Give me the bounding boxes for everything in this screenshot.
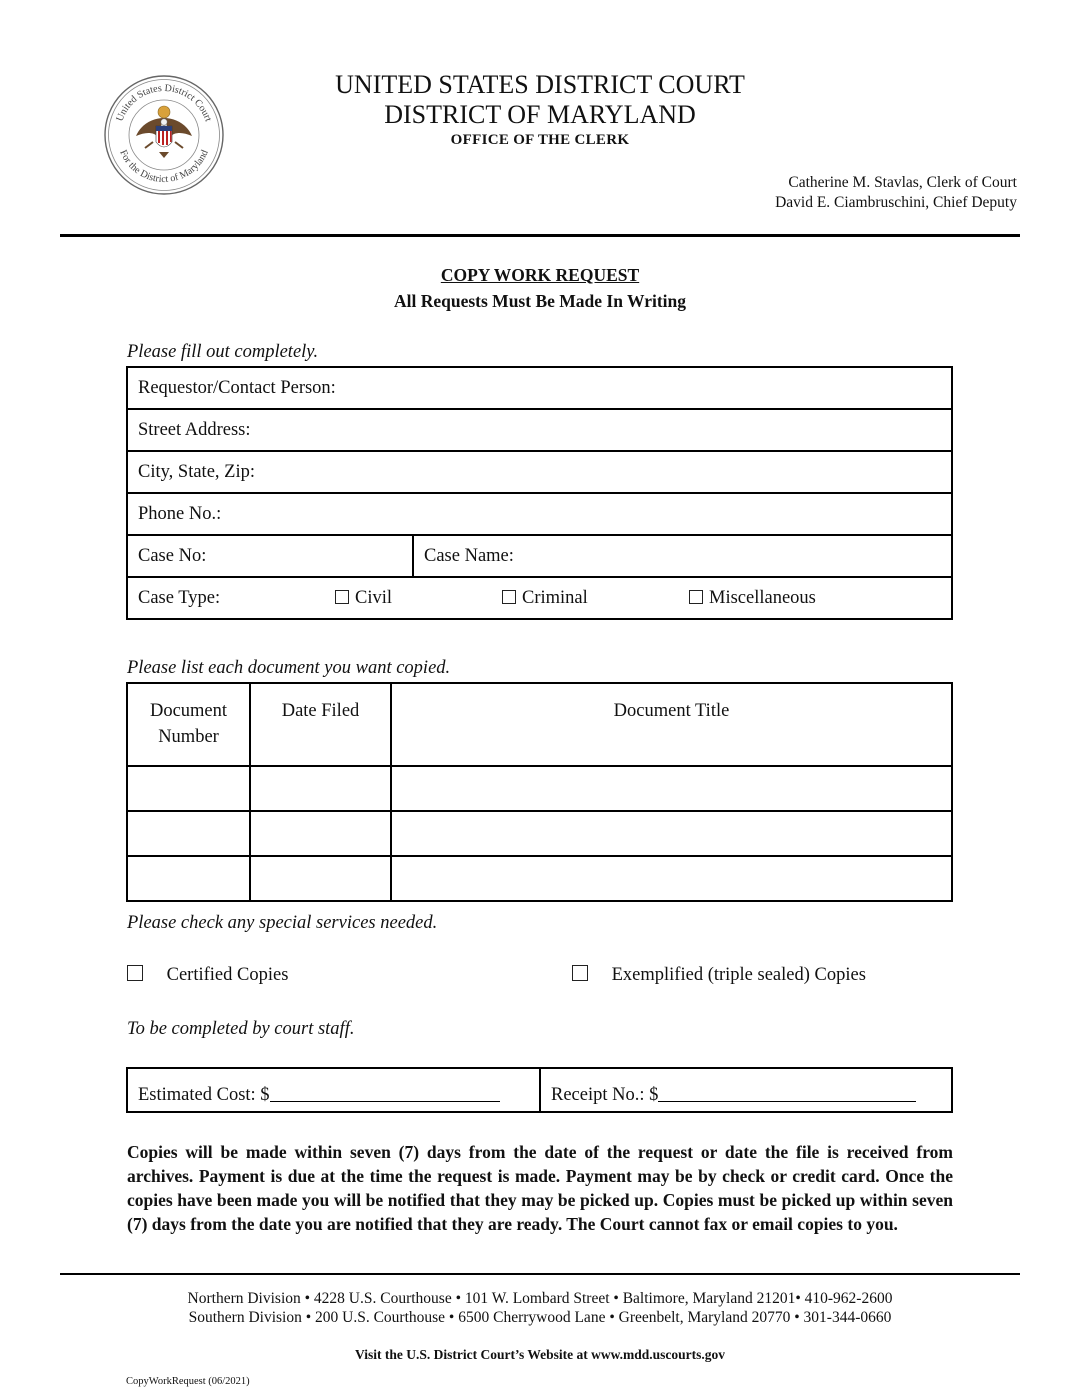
- document-title-cell[interactable]: [391, 766, 952, 811]
- seal-text-top: United States District Court: [114, 82, 214, 124]
- header-divider: [60, 234, 1020, 237]
- phone-label: Phone No.:: [138, 503, 222, 524]
- receipt-number-field[interactable]: [551, 1069, 916, 1111]
- case-number-field[interactable]: [127, 535, 413, 577]
- court-name: UNITED STATES DISTRICT COURT: [335, 70, 745, 99]
- receipt-number-blank[interactable]: [658, 1083, 916, 1102]
- document-number-cell[interactable]: [127, 766, 250, 811]
- col-document-title: Document Title: [391, 683, 952, 766]
- estimated-cost-blank[interactable]: [270, 1083, 500, 1102]
- document-number-cell[interactable]: [127, 856, 250, 901]
- date-filed-cell[interactable]: [250, 766, 391, 811]
- city-state-zip-label: City, State, Zip:: [138, 461, 255, 482]
- col-document-number: Document Number: [127, 683, 250, 766]
- checkbox-icon[interactable]: [127, 965, 143, 981]
- case-type-miscellaneous[interactable]: Miscellaneous: [689, 588, 816, 609]
- table-row: [127, 856, 952, 901]
- exemplified-copies-option[interactable]: [572, 965, 866, 986]
- exemplified-copies-label: Exemplified (triple sealed) Copies: [611, 965, 866, 985]
- checkbox-icon[interactable]: [335, 590, 349, 604]
- case-type-civil[interactable]: Civil: [335, 588, 392, 609]
- contact-info-table: [126, 366, 953, 620]
- staff-use-table: [126, 1067, 953, 1113]
- street-address-field[interactable]: [127, 409, 952, 451]
- clerk-name: Catherine M. Stavlas, Clerk of Court: [788, 174, 1017, 191]
- document-number-cell[interactable]: [127, 811, 250, 856]
- case-name-field[interactable]: [413, 535, 952, 577]
- requestor-field[interactable]: [127, 367, 952, 409]
- northern-division-address: Northern Division • 4228 U.S. Courthouse • 101 W. Lombard Street • Baltimore, Maryland 21201• 410-962-2600: [187, 1290, 893, 1307]
- staff-divider: [539, 1069, 541, 1111]
- form-id: CopyWorkRequest (06/2021): [126, 1376, 250, 1387]
- estimated-cost-field[interactable]: [138, 1069, 500, 1111]
- case-number-label: Case No:: [138, 545, 207, 566]
- checkbox-icon[interactable]: [689, 590, 703, 604]
- certified-copies-option[interactable]: [127, 965, 288, 986]
- form-title: COPY WORK REQUEST: [440, 265, 640, 285]
- phone-field[interactable]: [127, 493, 952, 535]
- deputy-name: David E. Ciambruschini, Chief Deputy: [775, 194, 1017, 211]
- receipt-number-label: Receipt No.: $: [551, 1085, 659, 1105]
- staff-instruction: To be completed by court staff.: [127, 1019, 355, 1039]
- street-address-label: Street Address:: [138, 419, 251, 440]
- date-filed-cell[interactable]: [250, 811, 391, 856]
- table-row: [127, 811, 952, 856]
- case-type-label: Case Type:: [138, 587, 221, 608]
- notice-paragraph: Copies will be made within seven (7) days from the date of the request or date the file is received from archives. Payment is due at the time the request is made. Payment may be by check or credit card. Once the copies have been made you will be notified that they may be picked up. Copies must be picked up within seven (7) days from the date you are notified that they are ready. The Court cannot fax or email copies to you.: [127, 1142, 953, 1234]
- district-name: DISTRICT OF MARYLAND: [384, 100, 696, 129]
- requestor-label: Requestor/Contact Person:: [138, 377, 336, 398]
- case-type-row: [127, 577, 952, 619]
- city-state-zip-field[interactable]: [127, 451, 952, 493]
- contact-instruction: Please fill out completely.: [127, 342, 319, 362]
- form-subtitle: All Requests Must Be Made In Writing: [393, 291, 686, 311]
- date-filed-cell[interactable]: [250, 856, 391, 901]
- documents-table: [126, 682, 953, 902]
- website-line: Visit the U.S. District Court’s Website at www.mdd.uscourts.gov: [355, 1347, 725, 1362]
- footer-divider: [60, 1273, 1020, 1275]
- document-title-cell[interactable]: [391, 856, 952, 901]
- col-date-filed: Date Filed: [250, 683, 391, 766]
- case-type-criminal[interactable]: Criminal: [502, 588, 588, 609]
- checkbox-icon[interactable]: [572, 965, 588, 981]
- document-title-cell[interactable]: [391, 811, 952, 856]
- table-row: [127, 766, 952, 811]
- case-name-label: Case Name:: [424, 545, 514, 566]
- services-instruction: Please check any special services needed.: [127, 913, 438, 933]
- seal-text-bottom: For the District of Maryland: [117, 148, 211, 186]
- checkbox-icon[interactable]: [502, 590, 516, 604]
- office-name: OFFICE OF THE CLERK: [450, 132, 630, 148]
- estimated-cost-label: Estimated Cost: $: [138, 1085, 270, 1105]
- southern-division-address: Southern Division • 200 U.S. Courthouse • 6500 Cherrywood Lane • Greenbelt, Maryland 20770 • 301-344-0660: [188, 1309, 892, 1326]
- documents-instruction: Please list each document you want copied.: [127, 658, 451, 678]
- certified-copies-label: Certified Copies: [166, 965, 289, 985]
